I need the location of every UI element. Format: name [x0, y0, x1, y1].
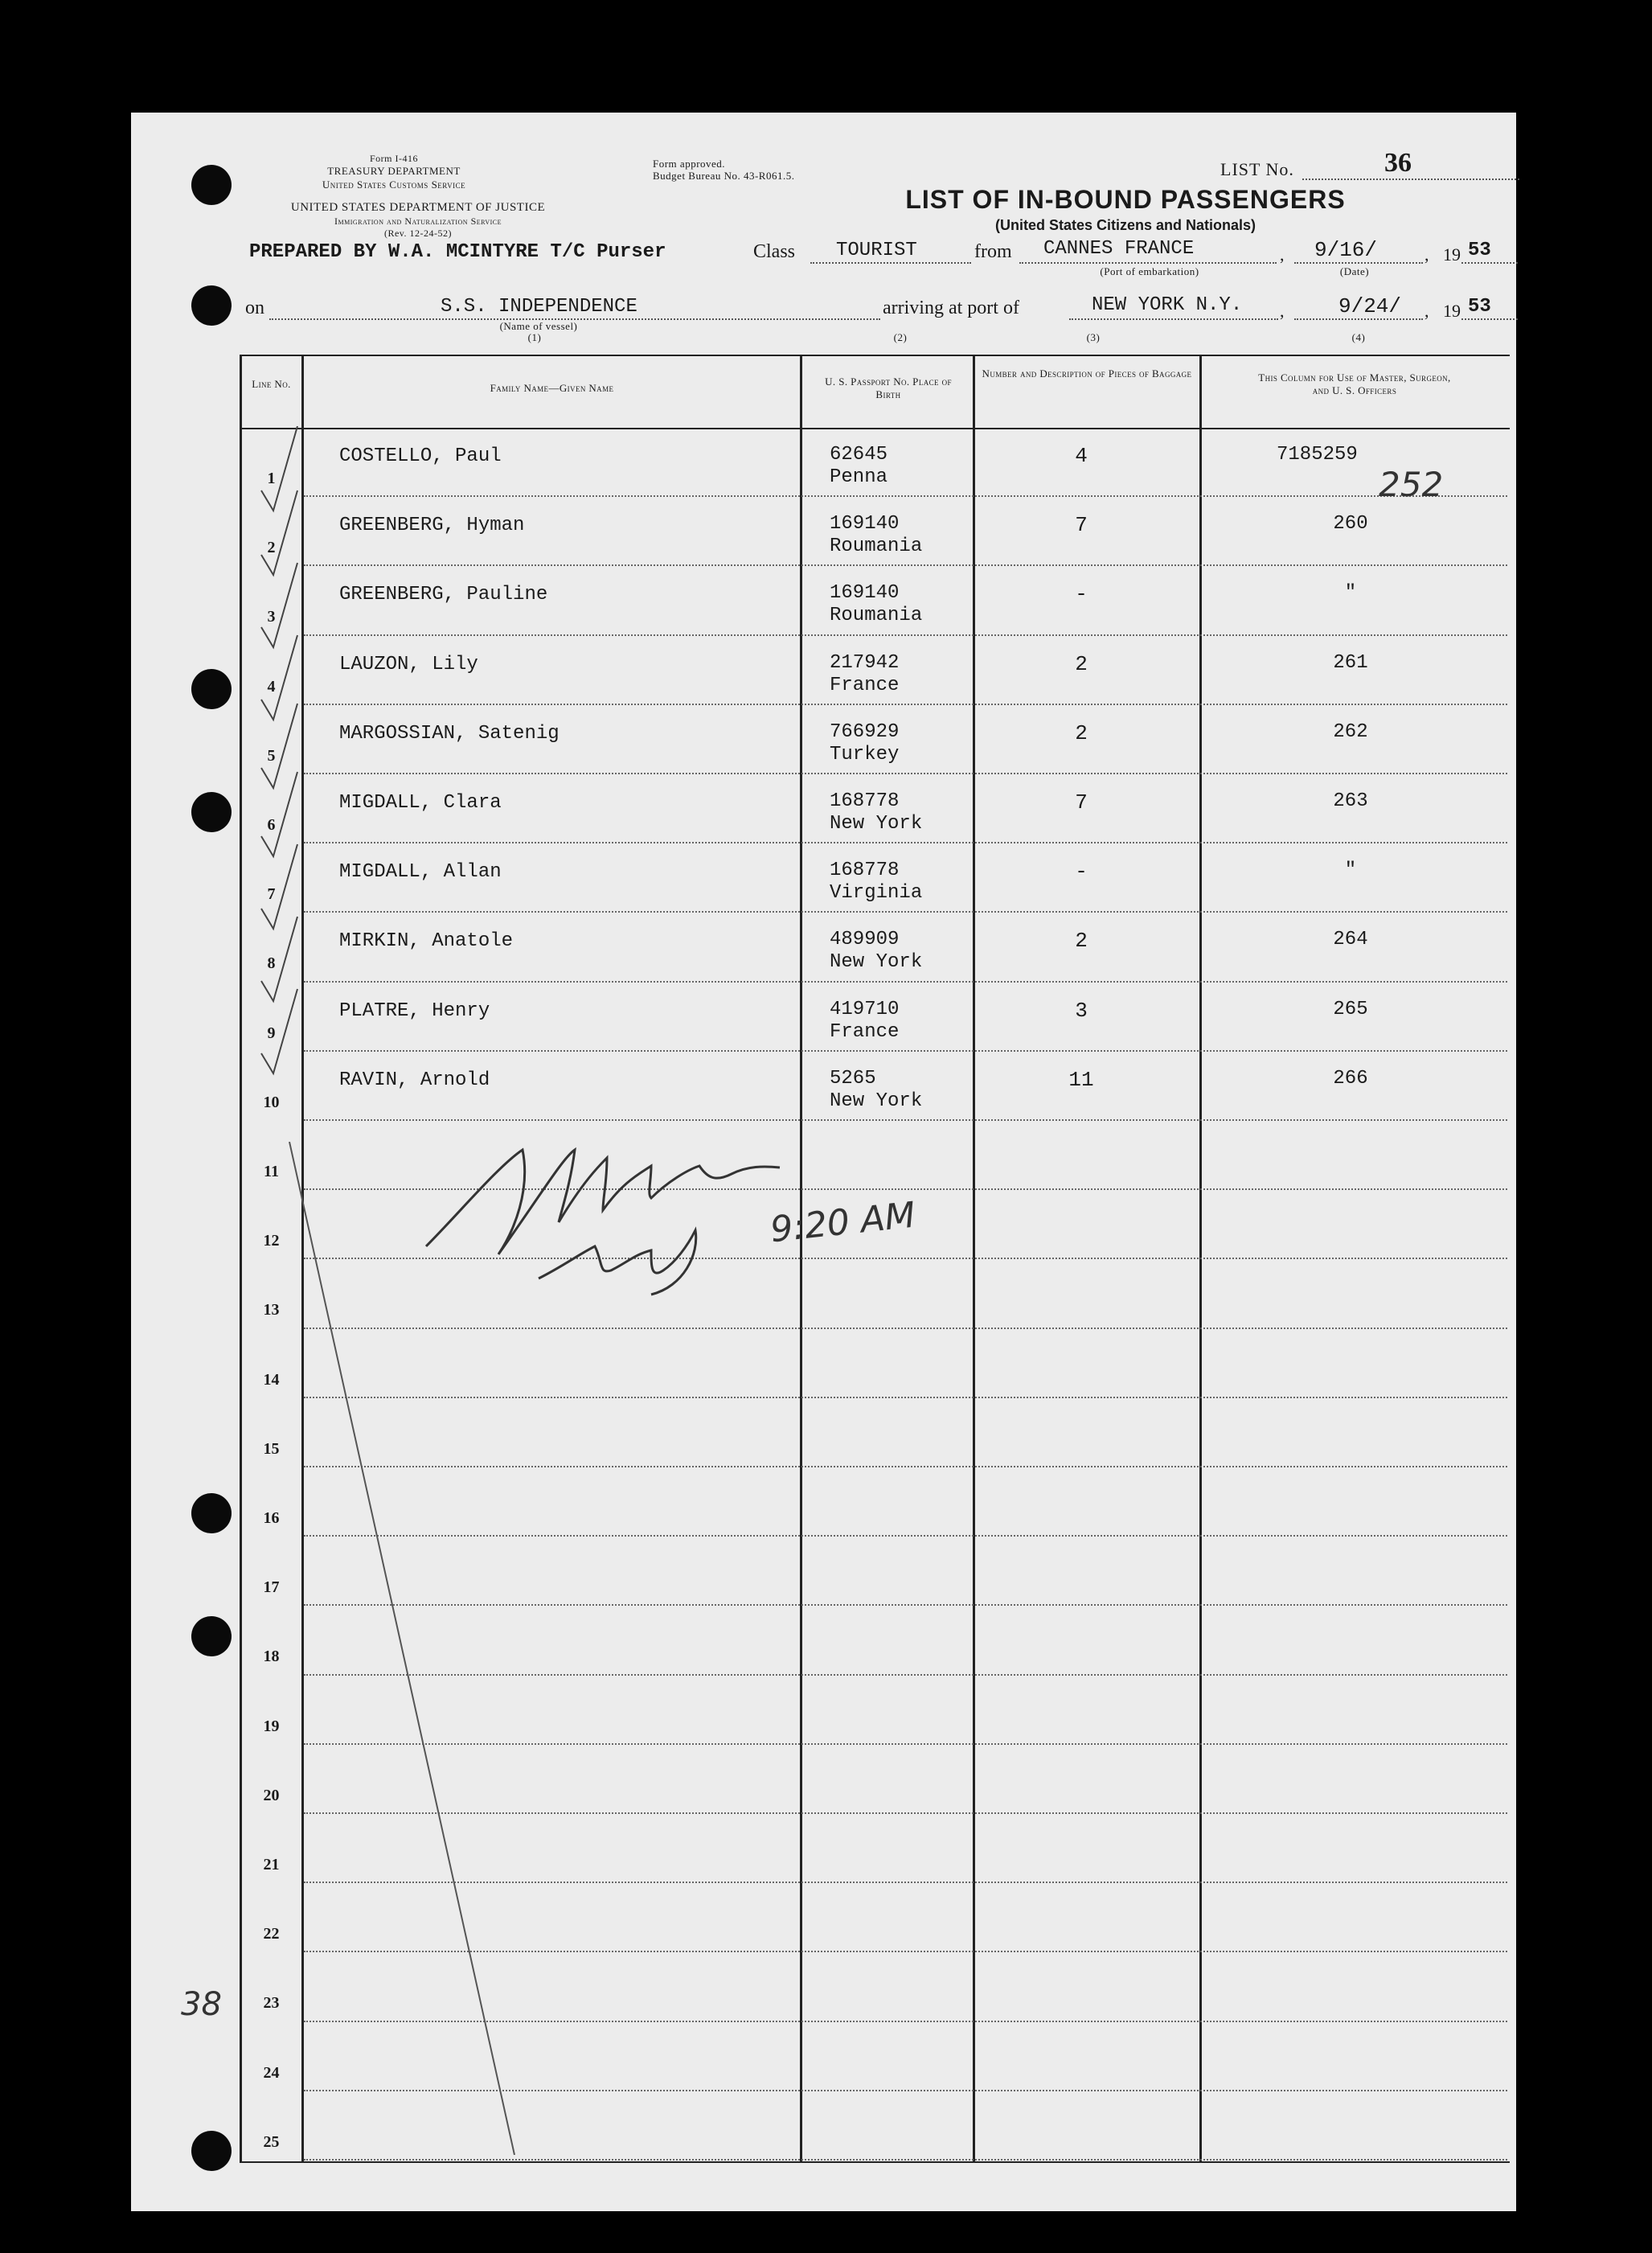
row-divider — [304, 1119, 1507, 1121]
line-number: 16 — [263, 1509, 280, 1527]
line-number: 1 — [267, 470, 276, 487]
passport-number: 217942 — [830, 651, 900, 674]
form-number: Form I-416 — [370, 153, 418, 164]
arrival-port: NEW YORK N.Y. — [1092, 294, 1243, 316]
line-number: 24 — [263, 2063, 280, 2082]
col-num-4: (4) — [1351, 331, 1366, 343]
passport-number: 168778 — [830, 790, 900, 812]
list-number: 36 — [1384, 148, 1412, 178]
line-number: 4 — [267, 677, 276, 696]
line-number: 20 — [263, 1786, 280, 1804]
binder-hole — [191, 792, 232, 832]
budget-bureau: Budget Bureau No. 43-R061.5. — [653, 170, 795, 182]
officer-entry: " — [1344, 582, 1357, 605]
officer-entry: 266 — [1333, 1067, 1368, 1090]
list-no-label: LIST No. — [1220, 159, 1294, 179]
baggage-count: 4 — [1075, 444, 1088, 468]
baggage-count: 7 — [1075, 790, 1088, 815]
passport-number: 419710 — [830, 998, 900, 1020]
col-num-2: (2) — [893, 331, 908, 343]
baggage-count: - — [1075, 860, 1088, 884]
baggage-count: 3 — [1075, 998, 1088, 1023]
from-label: from — [974, 241, 1012, 262]
departure-year: 53 — [1468, 240, 1491, 261]
officer-entry: 262 — [1333, 720, 1368, 743]
line-number: 5 — [267, 746, 276, 765]
place-of-birth: Virginia — [830, 882, 923, 905]
place-of-birth: France — [830, 674, 900, 696]
class-value: TOURIST — [836, 240, 917, 261]
officer-entry: " — [1344, 860, 1357, 882]
passenger-name: COSTELLO, Paul — [339, 445, 502, 467]
ins-service: Immigration and Naturalization Service — [334, 215, 502, 227]
port-embarkation: CANNES FRANCE — [1043, 238, 1195, 260]
passenger-name: MIGDALL, Allan — [339, 861, 502, 884]
arrival-year: 53 — [1468, 296, 1491, 318]
binder-hole — [191, 1616, 232, 1656]
place-of-birth: Penna — [830, 466, 888, 488]
justice-dept: UNITED STATES DEPARTMENT OF JUSTICE — [290, 201, 546, 214]
row-divider — [304, 704, 1507, 705]
on-label: on — [245, 298, 264, 318]
baggage-count: 2 — [1075, 651, 1088, 676]
line-number: 6 — [267, 816, 276, 834]
officer-entry: 261 — [1333, 651, 1368, 674]
passenger-name: MIRKIN, Anatole — [339, 930, 514, 953]
passport-number: 489909 — [830, 929, 900, 951]
passport-number: 766929 — [830, 720, 900, 743]
line-number: 12 — [263, 1232, 280, 1250]
passport-number: 5265 — [830, 1067, 876, 1090]
line-number: 23 — [263, 1994, 280, 2013]
line-number: 17 — [263, 1578, 280, 1597]
row-divider — [304, 495, 1507, 497]
place-of-birth: New York — [830, 813, 923, 835]
place-of-birth: New York — [830, 951, 923, 974]
line-number: 3 — [267, 608, 276, 626]
row-divider — [304, 634, 1507, 636]
passport-number: 169140 — [830, 513, 900, 536]
col-header-passport: U. S. Passport No. Place of Birth — [825, 376, 952, 400]
customs-service: United States Customs Service — [322, 179, 466, 191]
check-marks — [241, 426, 338, 1118]
place-of-birth: France — [830, 1020, 900, 1043]
passenger-name: PLATRE, Henry — [339, 999, 490, 1022]
year-prefix: 19 — [1443, 244, 1461, 265]
margin-note: 38 — [181, 1986, 222, 2023]
place-of-birth: Roumania — [830, 605, 923, 627]
place-of-birth: New York — [830, 1090, 923, 1112]
date-caption: (Date) — [1339, 265, 1370, 277]
col-header-name: Family Name—Given Name — [490, 382, 614, 394]
passenger-name: RAVIN, Arnold — [339, 1069, 490, 1091]
line-number: 15 — [263, 1439, 280, 1458]
row-divider — [304, 842, 1507, 843]
officer-entry: 265 — [1333, 998, 1368, 1020]
row-divider — [304, 981, 1507, 983]
line-number: 2 — [267, 539, 276, 557]
form-approved: Form approved. — [653, 158, 726, 170]
officer-entry: 264 — [1333, 929, 1368, 951]
line-number: 22 — [263, 1925, 280, 1943]
officer-entry: 7185259 — [1277, 444, 1358, 466]
form-title: LIST OF IN-BOUND PASSENGERS — [905, 185, 1346, 214]
baggage-count: 2 — [1075, 929, 1088, 954]
row-divider — [304, 1050, 1507, 1052]
passenger-name: MIGDALL, Clara — [339, 792, 502, 814]
line-number: 19 — [263, 1717, 280, 1735]
line-number: 21 — [263, 1856, 280, 1873]
line-number: 11 — [264, 1163, 279, 1180]
line-number: 14 — [263, 1370, 280, 1389]
departure-date: 9/16/ — [1314, 238, 1378, 262]
binder-hole — [191, 165, 232, 205]
line-number: 8 — [267, 954, 276, 973]
col-num-3: (3) — [1086, 331, 1101, 343]
col-header-line-no: Line No. — [252, 378, 291, 390]
place-of-birth: Turkey — [830, 743, 900, 765]
vessel-name: S.S. INDEPENDENCE — [441, 296, 637, 318]
place-of-birth: Roumania — [830, 536, 923, 558]
line-number: 18 — [263, 1648, 280, 1666]
col-header-officers: This Column for Use of Master, Surgeon, and U. S. Officers — [1258, 371, 1451, 396]
passenger-name: GREENBERG, Pauline — [339, 584, 548, 606]
form-subtitle: (United States Citizens and Nationals) — [994, 217, 1256, 233]
passport-number: 168778 — [830, 860, 900, 882]
revision: (Rev. 12-24-52) — [383, 228, 453, 239]
class-label: Class — [753, 241, 796, 262]
row-divider — [304, 2159, 1507, 2161]
passenger-name: GREENBERG, Hyman — [339, 515, 525, 537]
col-header-baggage: Number and Description of Pieces of Baggage — [982, 367, 1192, 380]
officer-entry: 260 — [1333, 513, 1368, 536]
binder-hole — [191, 1493, 232, 1533]
arrival-year-prefix: 19 — [1443, 301, 1461, 321]
line-number: 13 — [263, 1301, 280, 1319]
line-number: 25 — [263, 2132, 280, 2151]
pencil-strike-line — [281, 1142, 523, 2155]
line-number: 10 — [263, 1093, 280, 1111]
row-divider — [304, 564, 1507, 566]
baggage-count: - — [1075, 582, 1088, 607]
port-caption: (Port of embarkation) — [1100, 265, 1199, 277]
vessel-caption: (Name of vessel) — [499, 320, 578, 332]
stamp-time: 9:20 AM — [768, 1194, 918, 1251]
line-number: 7 — [267, 885, 276, 904]
treasury-dept: TREASURY DEPARTMENT — [327, 165, 461, 177]
passenger-name: MARGOSSIAN, Satenig — [339, 722, 560, 745]
passport-number: 62645 — [830, 444, 888, 466]
passport-number: 169140 — [830, 582, 900, 605]
passenger-name: LAUZON, Lily — [339, 653, 478, 675]
row-divider — [304, 773, 1507, 774]
arrival-date: 9/24/ — [1338, 294, 1402, 318]
binder-hole — [191, 669, 232, 709]
line-number: 9 — [267, 1024, 276, 1042]
binder-hole — [191, 285, 232, 326]
prepared-by: PREPARED BY W.A. MCINTYRE T/C Purser — [249, 241, 666, 263]
baggage-count: 7 — [1075, 513, 1088, 538]
arriving-label: arriving at port of — [883, 298, 1019, 318]
officer-entry: 263 — [1333, 790, 1368, 812]
baggage-count: 11 — [1068, 1067, 1094, 1092]
row-divider — [304, 911, 1507, 913]
col-num-1: (1) — [527, 331, 542, 343]
baggage-count: 2 — [1075, 720, 1088, 745]
binder-hole — [191, 2131, 232, 2171]
officer-note-252: 252 — [1379, 465, 1444, 504]
